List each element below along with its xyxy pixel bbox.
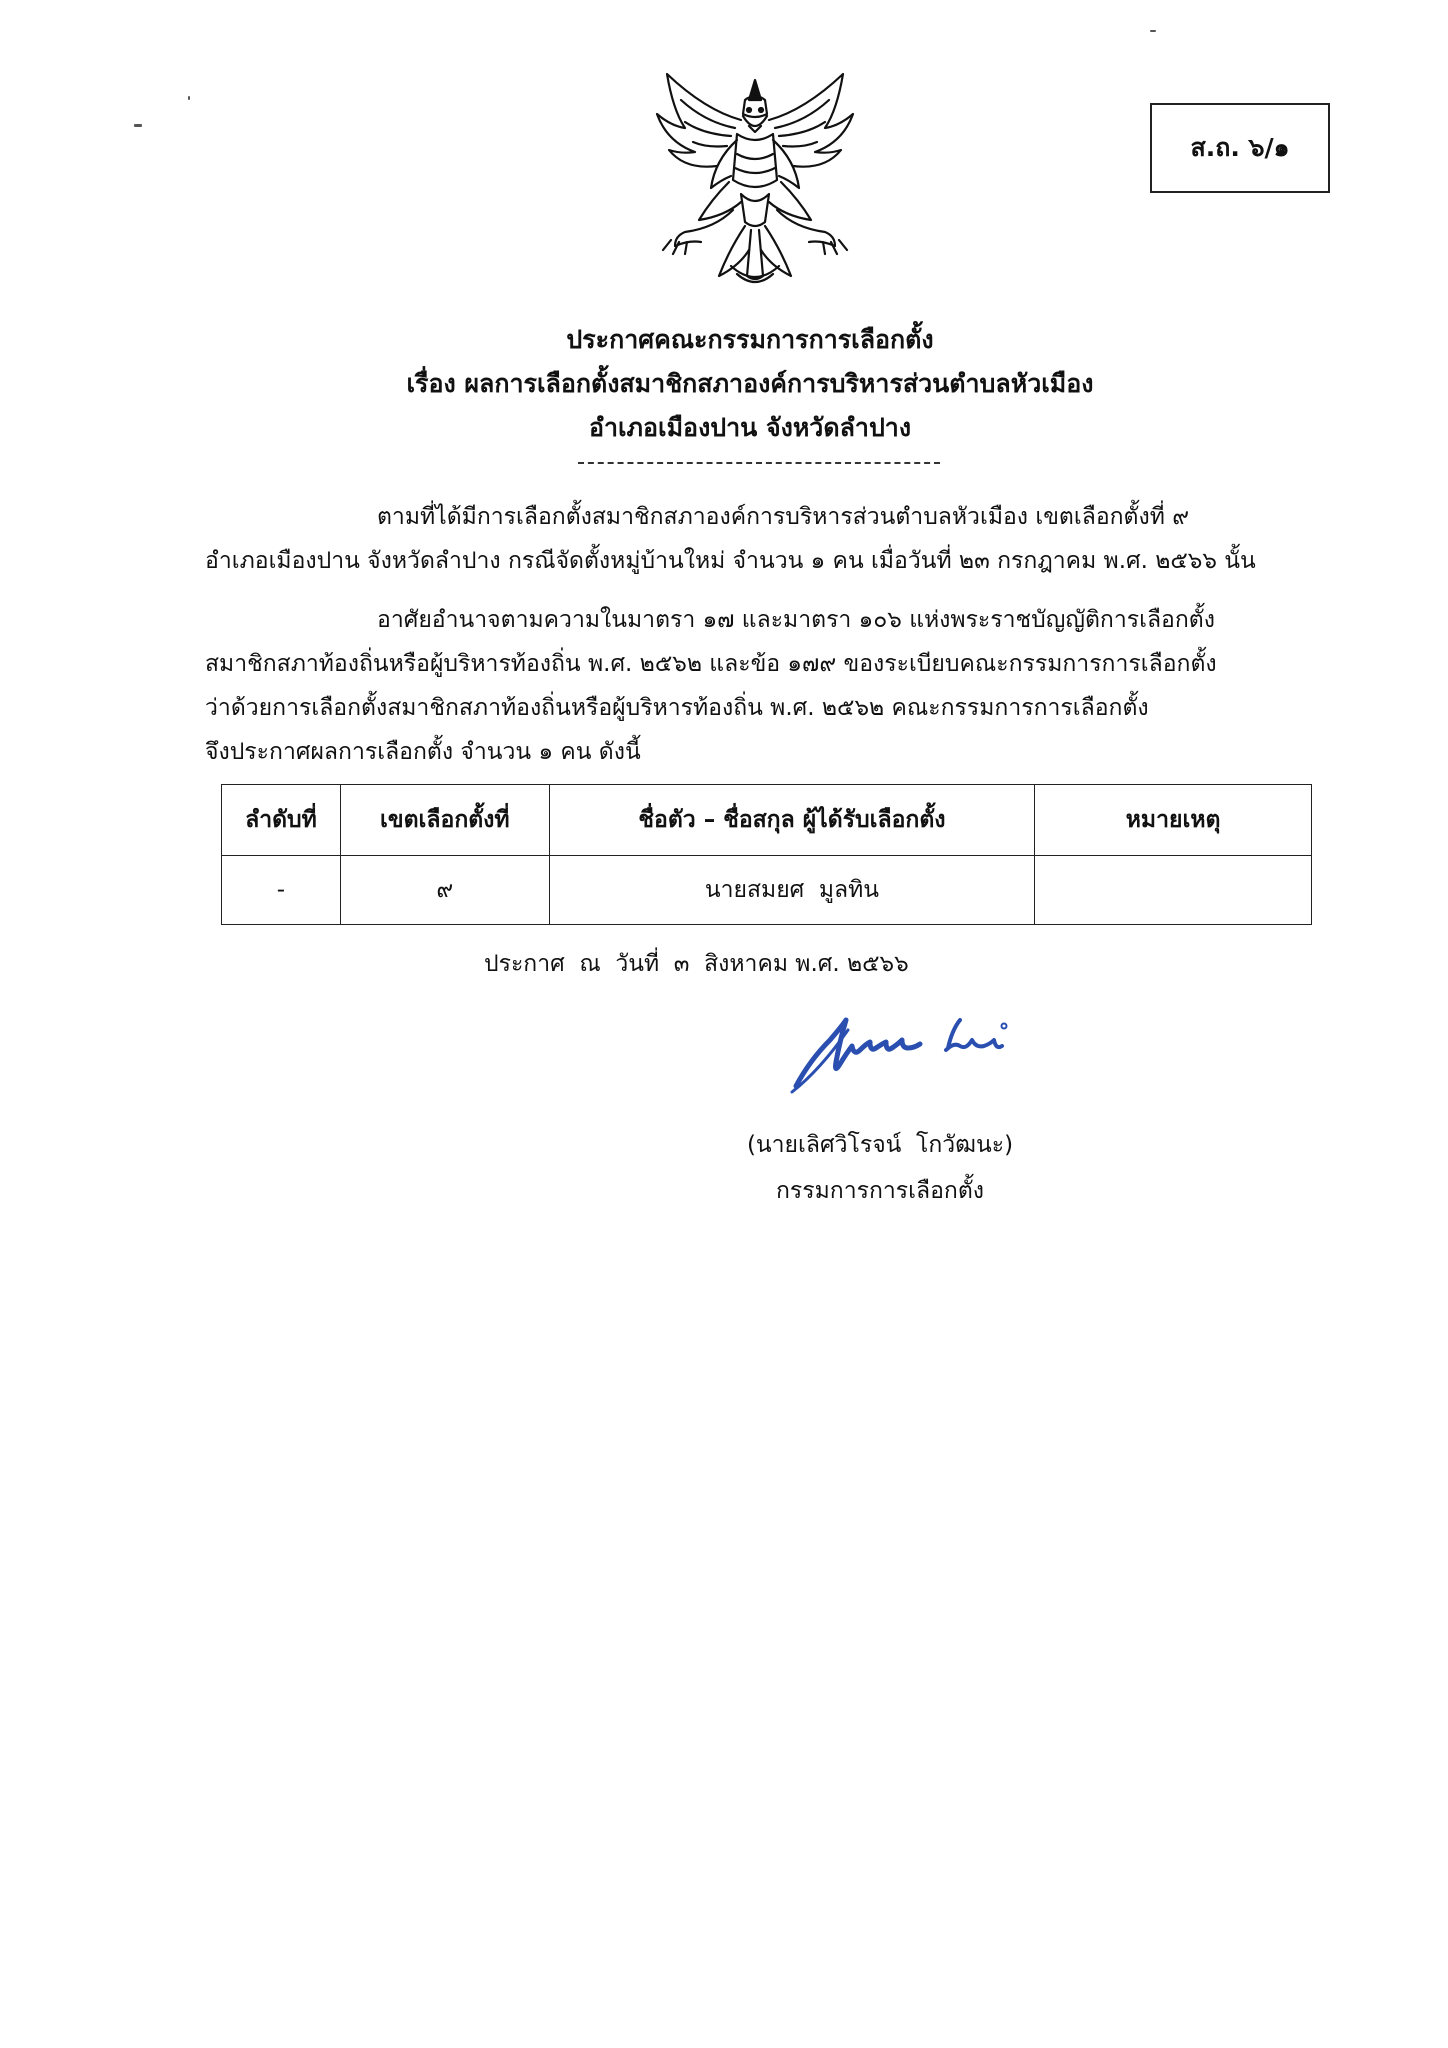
signer-title: กรรมการการเลือกตั้ง (775, 1178, 985, 1204)
paragraph-1 (205, 495, 1317, 583)
form-code-box: ส.ถ. ๖/๑ (1150, 103, 1330, 193)
paragraph-1-line-1: ตามที่ได้มีการเลือกตั้งสมาชิกสภาองค์การบริหารส่วนตำบลหัวเมือง เขตเลือกตั้งที่ ๙ (377, 504, 1190, 530)
paragraph-2-line-4: จึงประกาศผลการเลือกตั้ง จำนวน ๑ คน ดังนี้ (205, 739, 641, 765)
cell-district: ๙ (340, 856, 549, 925)
document-title (200, 318, 1300, 450)
results-table (221, 784, 1312, 925)
garuda-emblem-icon (645, 70, 865, 290)
cell-remark (1035, 856, 1312, 925)
paragraph-2-line-1: อาศัยอำนาจตามความในมาตรา ๑๗ และมาตรา ๑๐๖ แห่งพระราชบัญญัติการเลือกตั้ง (377, 607, 1215, 633)
table-row (222, 856, 1312, 925)
scan-speck (188, 96, 190, 100)
cell-elected-name: นายสมยศ มูลทิน (549, 856, 1035, 925)
title-line-1: ประกาศคณะกรรมการการเลือกตั้ง (566, 325, 934, 354)
signer-block (660, 1122, 1100, 1214)
paragraph-2-line-3: ว่าด้วยการเลือกตั้งสมาชิกสภาท้องถิ่นหรือผู้บริหารท้องถิ่น พ.ศ. ๒๕๖๒ คณะกรรมการการเลือกตั้ง (205, 695, 1149, 721)
header-order: ลำดับที่ (222, 785, 341, 856)
scan-speck (134, 124, 142, 127)
table-header-row (222, 785, 1312, 856)
paragraph-1-line-2: อำเภอเมืองปาน จังหวัดลำปาง กรณีจัดตั้งหมู่บ้านใหม่ จำนวน ๑ คน เมื่อวันที่ ๒๓ กรกฎาคม พ.ศ. ๒๕๖๖ นั้น (205, 548, 1256, 574)
header-district: เขตเลือกตั้งที่ (340, 785, 549, 856)
handwritten-signature (790, 1000, 1010, 1100)
header-elected-name: ชื่อตัว – ชื่อสกุล ผู้ได้รับเลือกตั้ง (549, 785, 1035, 856)
title-separator (578, 462, 940, 464)
cell-order: - (222, 856, 341, 925)
header-remark: หมายเหตุ (1035, 785, 1312, 856)
title-line-3: อำเภอเมืองปาน จังหวัดลำปาง (588, 413, 912, 442)
signer-name: (นายเลิศวิโรจน์ โกวัฒนะ) (746, 1132, 1014, 1158)
signature-strokes (792, 1020, 1007, 1092)
paragraph-2-line-2: สมาชิกสภาท้องถิ่นหรือผู้บริหารท้องถิ่น พ.ศ. ๒๕๖๒ และข้อ ๑๗๙ ของระเบียบคณะกรรมการการเลือกตั้ง (205, 651, 1217, 677)
title-line-2: เรื่อง ผลการเลือกตั้งสมาชิกสภาองค์การบริหารส่วนตำบลหัวเมือง (406, 369, 1094, 398)
announcement-date: ประกาศ ณ วันที่ ๓ สิงหาคม พ.ศ. ๒๕๖๖ (484, 951, 909, 977)
scan-speck (1150, 30, 1156, 32)
paragraph-2 (205, 598, 1317, 774)
